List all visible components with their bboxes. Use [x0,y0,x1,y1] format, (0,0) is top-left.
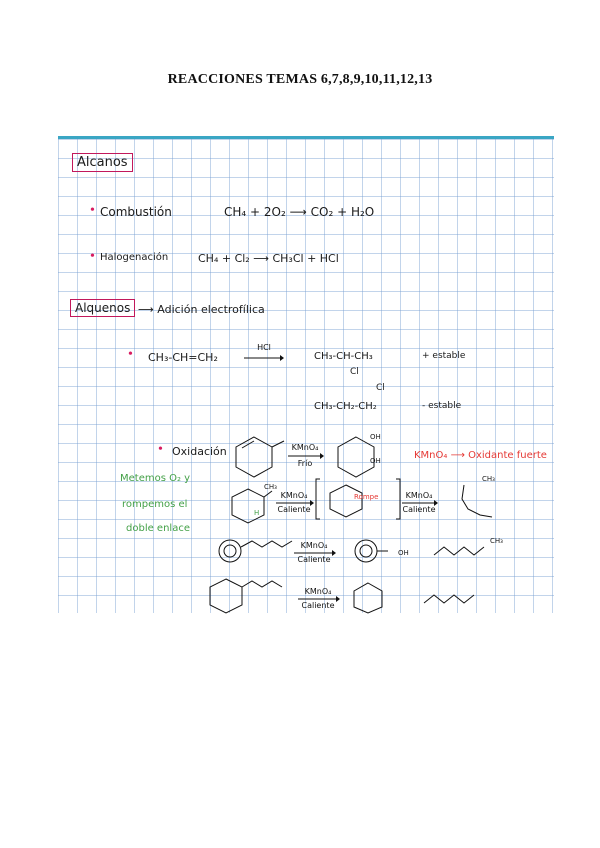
ox2-reagent-bottom: Caliente [277,505,311,514]
propene-reactant: CH₃-CH=CH₂ [148,351,218,364]
bullet-halogenacion: • [90,249,95,264]
ox3-reagent-top: KMnO₄ [300,541,328,550]
diol-oh-bottom: OH [370,457,381,465]
handwritten-notes-page [58,136,554,613]
adicion-electrofilica: ⟶ Adición electrofílica [138,303,265,316]
ox2-ch3: CH₃ [264,483,277,491]
ox2-rompe: Rompe [354,493,379,501]
document-title: REACCIONES TEMAS 6,7,8,9,10,11,12,13 [167,72,433,87]
ox3-product-oh: OH [398,549,409,557]
ox3-reagent-bottom: Caliente [297,555,331,564]
cyclohexene-structure [234,435,274,477]
less-stable-note: - estable [422,401,462,411]
combustion-label: Combustión [100,205,172,219]
product-markovnikov: CH₃-CH-CH₃ [314,351,373,362]
ox4-product-ring [348,579,394,613]
ox4-reagent-bottom: Caliente [301,601,335,610]
bullet-oxidacion: • [158,442,163,457]
ox4-reactant-structure [208,575,288,615]
bullet-hcl-addition: • [128,347,133,362]
alcanos-heading: Alcanos [72,153,133,172]
ox4-reagent-top: KMnO₄ [304,587,332,596]
diol-oh-top: OH [370,433,381,441]
green-note-line2: rompemos el [122,499,188,510]
hcl-reagent: HCl [257,343,271,352]
ox1-reagent-top: KMnO₄ [291,443,319,452]
ox3-reactant-structure [218,535,298,567]
green-note-line3: doble enlace [126,523,190,534]
bullet-combustion: • [90,203,95,218]
oxidante-fuerte-note: KMnO₄ ⟶ Oxidante fuerte [414,450,547,461]
halogenacion-equation: CH₄ + Cl₂ ⟶ CH₃Cl + HCl [198,252,339,265]
combustion-equation: CH₄ + 2O₂ ⟶ CO₂ + H₂O [224,205,375,219]
ox2-h: H [254,509,260,517]
alquenos-heading: Alquenos [70,299,135,317]
diol-structure [336,435,376,477]
product-markovnikov-cl: Cl [350,367,359,377]
oxidacion-label: Oxidación [172,445,227,458]
halogenacion-label: Halogenación [100,252,169,263]
ox4-product-chain [422,583,482,611]
ox3-product-ch3: CH₃ [490,537,503,545]
ox3-acid-structure [354,535,400,567]
methylcyclohexene-structure [230,487,270,523]
reaction-arrow-1 [244,355,284,361]
ox2b-reagent-bottom: Caliente [402,505,436,514]
green-note-line1: Metemos O₂ y [120,473,191,484]
more-stable-note: + estable [422,351,466,361]
ox2-reagent-top: KMnO₄ [280,491,308,500]
product-antimarkovnikov: CH₃-CH₂-CH₂ [314,401,377,412]
ox2-product-chain [458,479,508,523]
ox2-product-ch3: CH₃ [482,475,495,483]
ox1-reagent-bottom: Frío [297,459,313,468]
ox2b-reagent-top: KMnO₄ [405,491,433,500]
product-antimarkovnikov-cl: Cl [376,383,385,393]
